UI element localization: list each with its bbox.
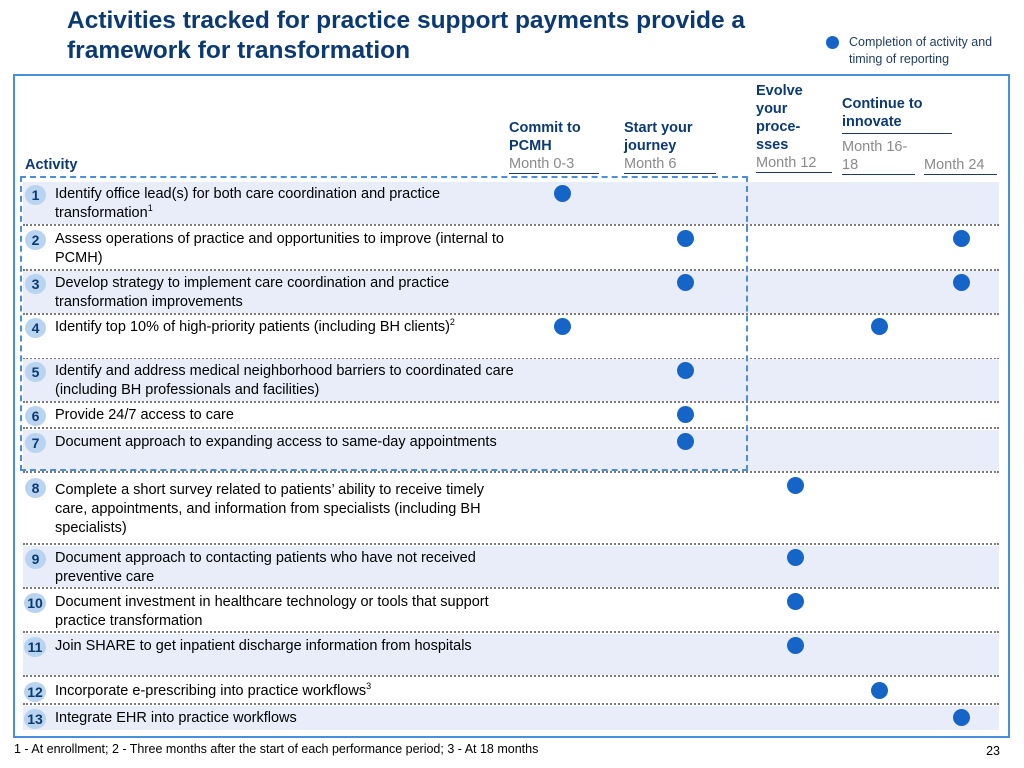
completion-dot-icon bbox=[871, 682, 888, 699]
row-number-badge: 13 bbox=[24, 709, 46, 729]
completion-dot-icon bbox=[953, 709, 970, 726]
row-divider bbox=[23, 427, 999, 429]
table-row bbox=[23, 403, 999, 427]
row-number-badge: 4 bbox=[25, 318, 46, 338]
column-group-continue-to-innovate: Continue to innovate bbox=[842, 95, 997, 134]
completion-dot-icon bbox=[787, 477, 804, 494]
activity-text: Identify and address medical neighborhood barriers to coordinated care (including BH professionals and facilities) bbox=[55, 363, 514, 398]
completion-dot-icon bbox=[871, 318, 888, 335]
activity-text: Develop strategy to implement care coordination and practice transformation improvements bbox=[55, 275, 450, 310]
row-number-badge: 12 bbox=[24, 682, 46, 702]
row-number-badge: 10 bbox=[24, 593, 46, 613]
row-number-badge: 5 bbox=[25, 362, 46, 382]
row-number-badge: 9 bbox=[25, 549, 46, 569]
completion-dot-icon bbox=[677, 362, 694, 379]
footnote: 1 - At enrollment; 2 - Three months after the start of each performance period; 3 - At 18 months bbox=[14, 742, 539, 756]
column-header-month-0-3: Commit to PCMH Month 0-3 bbox=[509, 119, 599, 174]
activity-text: Document approach to expanding access to same-day appointments bbox=[55, 434, 497, 450]
row-divider bbox=[23, 224, 999, 226]
table-row bbox=[23, 474, 999, 543]
page-title: Activities tracked for practice support payments provide a framework for transformation bbox=[67, 7, 746, 64]
completion-dot-icon bbox=[677, 406, 694, 423]
legend-dot-icon bbox=[826, 36, 839, 49]
row-divider bbox=[23, 471, 999, 473]
row-divider bbox=[23, 675, 999, 677]
row-number-badge: 7 bbox=[25, 433, 46, 453]
row-number-badge: 3 bbox=[25, 274, 46, 294]
activity-text: Identify office lead(s) for both care coordination and practice transformation$^1$ bbox=[55, 186, 441, 221]
completion-dot-icon bbox=[677, 274, 694, 291]
table-row bbox=[23, 315, 999, 358]
table-row bbox=[23, 182, 999, 224]
row-divider bbox=[23, 543, 999, 545]
column-header-month-24: Month 24 bbox=[924, 156, 997, 175]
table-row bbox=[23, 706, 999, 730]
table-row bbox=[23, 430, 999, 471]
row-number-badge: 1 bbox=[25, 185, 46, 205]
table-row bbox=[23, 546, 999, 587]
completion-dot-icon bbox=[554, 185, 571, 202]
completion-dot-icon bbox=[677, 230, 694, 247]
activity-text: Integrate EHR into practice workflows bbox=[55, 710, 297, 726]
table-row bbox=[23, 679, 999, 703]
row-divider bbox=[23, 631, 999, 633]
legend-label: Completion of activity and timing of reporting bbox=[849, 35, 993, 66]
activity-text: Incorporate e-prescribing into practice workflows$^3$ bbox=[55, 681, 372, 699]
table-row bbox=[23, 271, 999, 313]
completion-dot-icon bbox=[953, 230, 970, 247]
completion-dot-icon bbox=[787, 593, 804, 610]
row-divider bbox=[23, 587, 999, 589]
column-header-month-6: Start your journey Month 6 bbox=[624, 119, 716, 174]
row-number-badge: 2 bbox=[25, 230, 46, 250]
completion-dot-icon bbox=[554, 318, 571, 335]
column-header-activity: Activity bbox=[25, 157, 78, 173]
activity-text: Complete a short survey related to patients’ ability to receive timely care, appointments, and information from specialists (including BH specialists) bbox=[55, 482, 485, 536]
column-header-month-16-18: Month 16-18 bbox=[842, 138, 915, 175]
row-number-badge: 8 bbox=[25, 478, 46, 498]
row-number-badge: 6 bbox=[25, 406, 46, 426]
row-divider bbox=[23, 703, 999, 705]
page-number: 23 bbox=[986, 744, 1000, 758]
activity-text: Join SHARE to get inpatient discharge information from hospitals bbox=[55, 638, 472, 654]
table-row bbox=[23, 634, 999, 675]
activity-text: Document investment in healthcare technology or tools that support practice transformation bbox=[55, 594, 489, 629]
activity-text: Identify top 10% of high-priority patients (including BH clients)$^2$ bbox=[55, 317, 455, 335]
table-row bbox=[23, 359, 999, 401]
table-row bbox=[23, 227, 999, 269]
completion-dot-icon bbox=[787, 549, 804, 566]
row-number-badge: 11 bbox=[24, 637, 46, 657]
completion-dot-icon bbox=[787, 637, 804, 654]
completion-dot-icon bbox=[953, 274, 970, 291]
completion-dot-icon bbox=[677, 433, 694, 450]
activity-text: Document approach to contacting patients who have not received preventive care bbox=[55, 550, 476, 585]
table-row bbox=[23, 590, 999, 631]
activity-text: Provide 24/7 access to care bbox=[55, 407, 234, 423]
activity-text: Assess operations of practice and opportunities to improve (internal to PCMH) bbox=[55, 231, 504, 266]
column-header-month-12: Evolve your proce-sses Month 12 bbox=[756, 82, 832, 173]
